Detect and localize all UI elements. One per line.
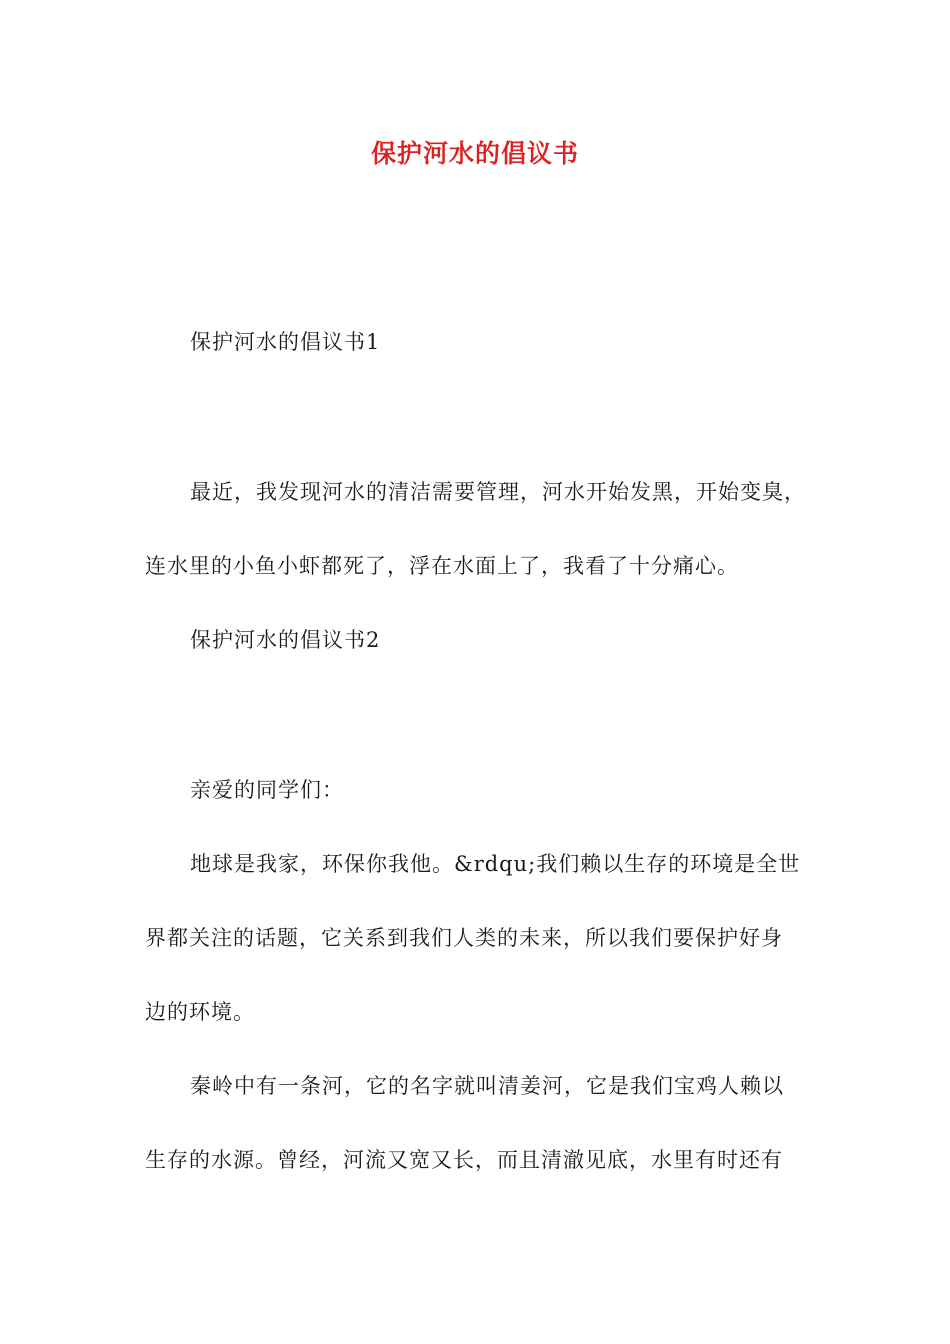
- paragraph-line: 最近，我发现河水的清洁需要管理，河水开始发黑，开始变臭，: [190, 480, 806, 504]
- document-title: 保护河水的倡议书: [370, 139, 579, 168]
- paragraph-line: 边的环境。: [145, 1000, 255, 1024]
- paragraph-line: 界都关注的话题，它关系到我们人类的未来，所以我们要保护好身: [145, 926, 783, 950]
- paragraph-line: 生存的水源。曾经，河流又宽又长，而且清澈见底，水里有时还有: [145, 1148, 783, 1172]
- paragraph-line: 连水里的小鱼小虾都死了，浮在水面上了，我看了十分痛心。: [145, 554, 739, 578]
- paragraph-line: 秦岭中有一条河，它的名字就叫清姜河，它是我们宝鸡人赖以: [190, 1074, 784, 1098]
- paragraph-line: 地球是我家，环保你我他。&rdqu;我们赖以生存的环境是全世: [190, 852, 801, 876]
- greeting-line: 亲爱的同学们：: [190, 778, 344, 802]
- section-heading-2: 保护河水的倡议书2: [190, 628, 381, 652]
- section-heading-1: 保护河水的倡议书1: [190, 330, 381, 354]
